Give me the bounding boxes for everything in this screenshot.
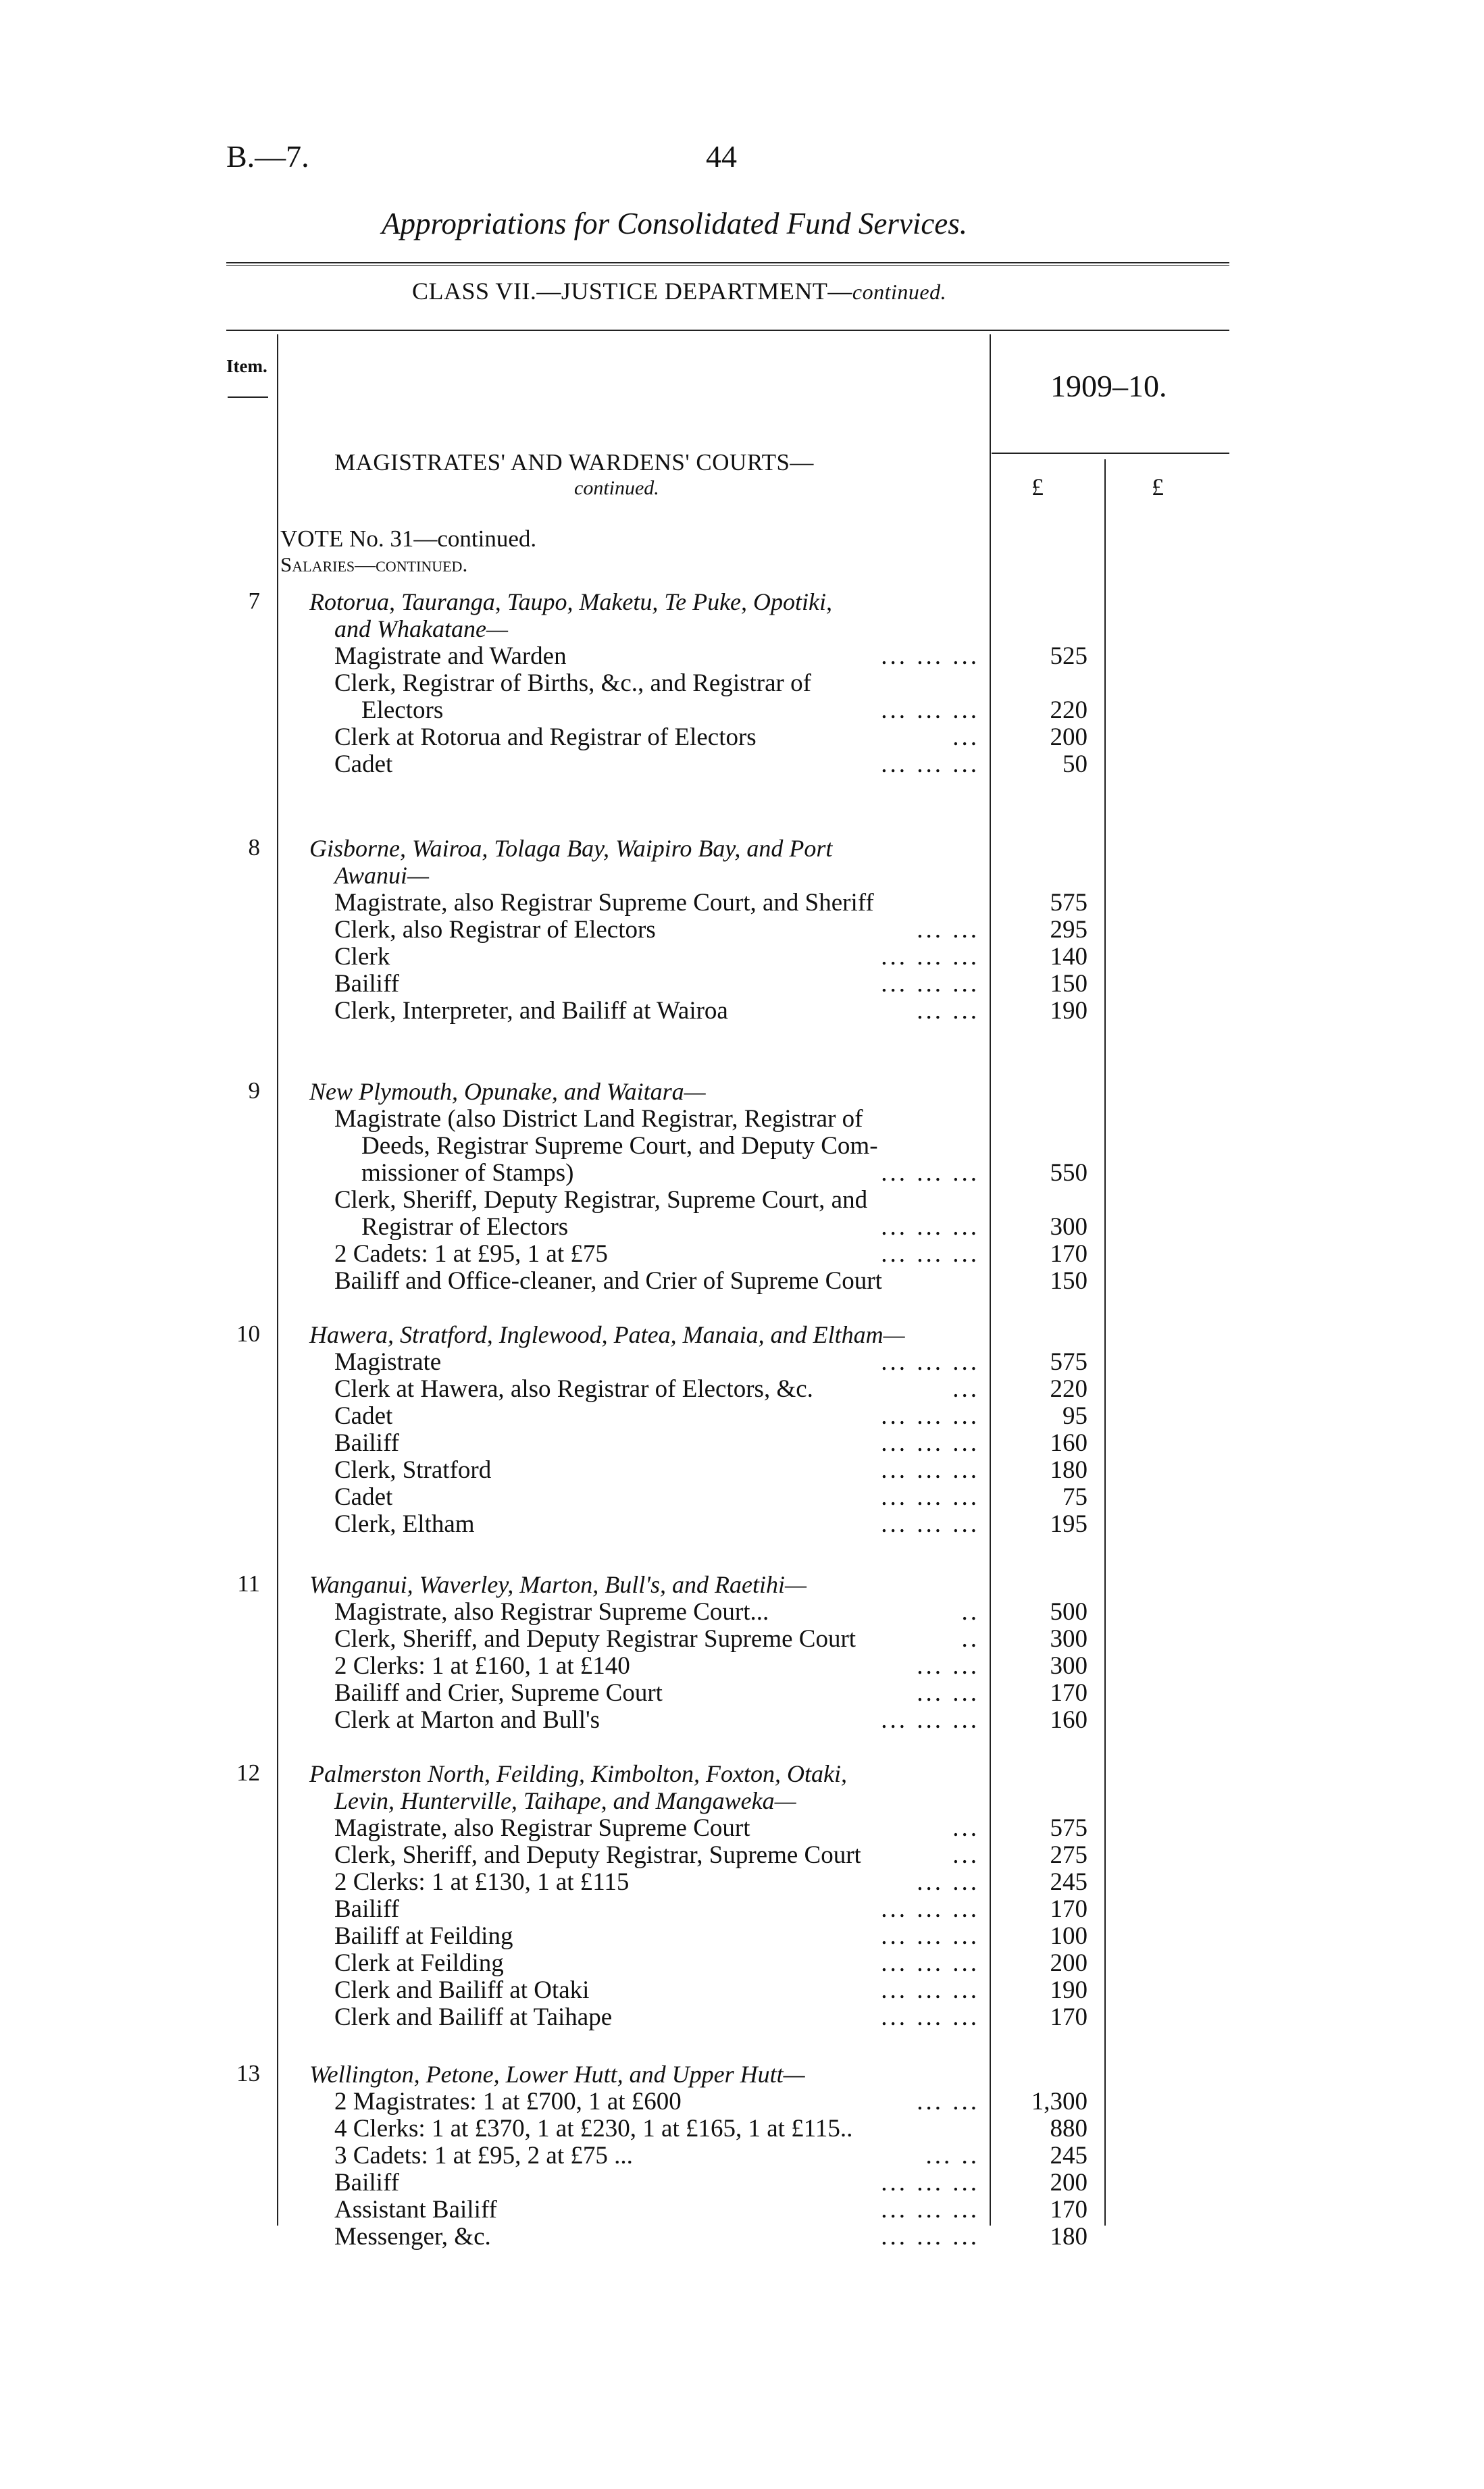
class-title-main: CLASS VII.—JUSTICE DEPARTMENT— xyxy=(412,278,852,305)
class-title xyxy=(412,277,946,305)
row-amount: 150 xyxy=(1050,1267,1088,1295)
section-subtitle: continued. xyxy=(574,477,659,499)
row-label: 4 Clerks: 1 at £370, 1 at £230, 1 at £165, 1 at £115.. xyxy=(334,2115,853,2142)
row-amount: 190 xyxy=(1050,1976,1088,2004)
row-label: Clerk, Interpreter, and Bailiff at Wairoa xyxy=(334,997,728,1025)
row-amount: 160 xyxy=(1050,1706,1088,1734)
row-label: Bailiff xyxy=(334,1429,399,1457)
leader-dots: ... ... xyxy=(917,916,979,944)
row-amount: 200 xyxy=(1050,1949,1088,1977)
leader-dots: ... ... ... xyxy=(881,2196,979,2224)
item-number: 8 xyxy=(248,834,260,861)
row-label: Magistrate xyxy=(334,1348,442,1376)
year-rule xyxy=(992,453,1229,454)
row-label: 2 Cadets: 1 at £95, 1 at £75 xyxy=(334,1240,608,1268)
row-amount: 1,300 xyxy=(1031,2088,1088,2115)
row-amount: 195 xyxy=(1050,1510,1088,1538)
row-amount: 525 xyxy=(1050,642,1088,670)
row-amount: 170 xyxy=(1050,2003,1088,2031)
item-number: 7 xyxy=(248,588,260,614)
row-label: Deeds, Registrar Supreme Court, and Deputy Com- xyxy=(361,1132,878,1160)
table-rule-top xyxy=(226,330,1229,331)
row-label: missioner of Stamps) xyxy=(361,1159,574,1187)
year-header: 1909–10. xyxy=(1050,369,1167,403)
row-amount: 170 xyxy=(1050,1240,1088,1268)
row-label: Clerk, Eltham xyxy=(334,1510,475,1538)
row-label: Cadet xyxy=(334,750,393,778)
page-title: Appropriations for Consolidated Fund Services. xyxy=(382,207,968,240)
row-label: Clerk at Rotorua and Registrar of Electors xyxy=(334,723,757,751)
row-label: Bailiff and Crier, Supreme Court xyxy=(334,1679,663,1707)
leader-dots: ... ... ... xyxy=(881,1922,979,1950)
leader-dots: ... ... ... xyxy=(881,1510,979,1538)
leader-dots: ... ... ... xyxy=(881,2169,979,2197)
group-heading: Awanui— xyxy=(334,862,430,889)
leader-dots: ... ... ... xyxy=(881,1949,979,1977)
row-amount: 160 xyxy=(1050,1429,1088,1457)
row-amount: 190 xyxy=(1050,997,1088,1025)
leader-dots: ... ... ... xyxy=(881,1213,979,1241)
group-heading: Wellington, Petone, Lower Hutt, and Upper Hutt— xyxy=(309,2061,805,2088)
leader-dots: ... ... xyxy=(917,1679,979,1707)
row-amount: 140 xyxy=(1050,943,1088,971)
row-label: Cadet xyxy=(334,1483,393,1511)
leader-dots: ... ... ... xyxy=(881,750,979,778)
leader-dots: ... xyxy=(952,1375,979,1403)
leader-dots: ... ... ... xyxy=(881,943,979,971)
row-amount: 200 xyxy=(1050,723,1088,751)
row-label: Clerk xyxy=(334,943,390,971)
row-label: Clerk and Bailiff at Otaki xyxy=(334,1976,590,2004)
leader-dots: ... ... ... xyxy=(881,2223,979,2251)
row-label: Bailiff xyxy=(334,970,399,998)
row-amount: 75 xyxy=(1063,1483,1088,1511)
row-label: 2 Clerks: 1 at £160, 1 at £140 xyxy=(334,1652,630,1680)
group-heading: Rotorua, Tauranga, Taupo, Maketu, Te Puke, Opotiki, xyxy=(309,588,833,615)
row-label: Cadet xyxy=(334,1402,393,1430)
leader-dots: ... ... ... xyxy=(881,1483,979,1511)
item-header-rule xyxy=(228,396,268,398)
vote-label: VOTE No. 31—continued. xyxy=(280,525,537,552)
row-amount: 200 xyxy=(1050,2169,1088,2197)
leader-dots: ... ... ... xyxy=(881,1429,979,1457)
group-heading: Levin, Hunterville, Taihape, and Mangaweka— xyxy=(334,1787,796,1814)
leader-dots: ... ... ... xyxy=(881,1348,979,1376)
leader-dots: ... ... ... xyxy=(881,696,979,724)
document-code: B.—7. xyxy=(226,139,309,174)
leader-dots: .. xyxy=(961,1625,979,1653)
row-amount: 180 xyxy=(1050,1456,1088,1484)
class-title-cont: continued. xyxy=(852,280,947,304)
row-amount: 575 xyxy=(1050,889,1088,917)
row-amount: 300 xyxy=(1050,1652,1088,1680)
row-amount: 50 xyxy=(1063,750,1088,778)
pound-header-2: £ xyxy=(1152,473,1164,501)
leader-dots: ... xyxy=(952,723,979,751)
item-column-header: Item. xyxy=(226,356,267,376)
row-label: Magistrate (also District Land Registrar, Registrar of xyxy=(334,1105,863,1133)
item-number: 13 xyxy=(236,2060,260,2086)
row-label: 2 Clerks: 1 at £130, 1 at £115 xyxy=(334,1868,630,1896)
row-label: Clerk at Hawera, also Registrar of Electors, &c. xyxy=(334,1375,813,1403)
row-amount: 170 xyxy=(1050,1895,1088,1923)
leader-dots: ... ... ... xyxy=(881,1706,979,1734)
leader-dots: ... ... ... xyxy=(881,642,979,670)
leader-dots: ... xyxy=(952,1814,979,1842)
item-number: 9 xyxy=(248,1077,260,1104)
row-label: Clerk, Stratford xyxy=(334,1456,492,1484)
row-amount: 500 xyxy=(1050,1598,1088,1626)
row-label: Magistrate and Warden xyxy=(334,642,567,670)
row-amount: 575 xyxy=(1050,1348,1088,1376)
row-label: Clerk, Registrar of Births, &c., and Registrar of xyxy=(334,669,811,697)
item-number: 11 xyxy=(237,1570,260,1597)
row-amount: 275 xyxy=(1050,1841,1088,1869)
group-heading: New Plymouth, Opunake, and Waitara— xyxy=(309,1078,706,1105)
row-amount: 170 xyxy=(1050,2196,1088,2224)
leader-dots: ... ... ... xyxy=(881,970,979,998)
leader-dots: .. xyxy=(961,1598,979,1626)
row-label: Magistrate, also Registrar Supreme Court, and Sheriff xyxy=(334,889,874,917)
row-label: Clerk at Feilding xyxy=(334,1949,504,1977)
row-amount: 245 xyxy=(1050,2142,1088,2170)
row-label: Bailiff and Office-cleaner, and Crier of Supreme Court xyxy=(334,1267,882,1295)
item-number: 12 xyxy=(236,1760,260,1786)
row-label: Bailiff xyxy=(334,1895,399,1923)
row-label: Clerk, Sheriff, Deputy Registrar, Supreme Court, and xyxy=(334,1186,868,1214)
row-label: Clerk, also Registrar of Electors xyxy=(334,916,656,944)
group-heading: Wanganui, Waverley, Marton, Bull's, and Raetihi— xyxy=(309,1571,807,1598)
item-number: 10 xyxy=(236,1320,260,1347)
row-label: Magistrate, also Registrar Supreme Court xyxy=(334,1814,750,1842)
row-label: Clerk, Sheriff, and Deputy Registrar, Supreme Court xyxy=(334,1841,861,1869)
row-label: Clerk, Sheriff, and Deputy Registrar Supreme Court xyxy=(334,1625,856,1653)
header-rule-top xyxy=(226,262,1229,263)
leader-dots: ... ... ... xyxy=(881,1159,979,1187)
row-label: Clerk at Marton and Bull's xyxy=(334,1706,600,1734)
row-amount: 575 xyxy=(1050,1814,1088,1842)
salaries-label: Salaries—continued. xyxy=(280,553,468,576)
page-number: 44 xyxy=(706,139,737,174)
leader-dots: ... ... ... xyxy=(881,1456,979,1484)
leader-dots: ... ... ... xyxy=(881,1895,979,1923)
row-amount: 170 xyxy=(1050,1679,1088,1707)
leader-dots: ... .. xyxy=(925,2142,979,2170)
row-amount: 100 xyxy=(1050,1922,1088,1950)
item-column-line xyxy=(277,334,278,2226)
leader-dots: ... ... ... xyxy=(881,2003,979,2031)
amount-column-line-2 xyxy=(1104,459,1106,2226)
row-label: Clerk and Bailiff at Taihape xyxy=(334,2003,613,2031)
row-amount: 245 xyxy=(1050,1868,1088,1896)
row-amount: 150 xyxy=(1050,970,1088,998)
group-heading: Hawera, Stratford, Inglewood, Patea, Manaia, and Eltham— xyxy=(309,1321,905,1348)
row-amount: 295 xyxy=(1050,916,1088,944)
row-amount: 220 xyxy=(1050,1375,1088,1403)
row-label: 2 Magistrates: 1 at £700, 1 at £600 xyxy=(334,2088,682,2115)
row-label: Bailiff xyxy=(334,2169,399,2197)
row-amount: 180 xyxy=(1050,2223,1088,2251)
row-label: Assistant Bailiff xyxy=(334,2196,497,2224)
row-amount: 95 xyxy=(1063,1402,1088,1430)
leader-dots: ... ... ... xyxy=(881,1976,979,2004)
group-heading: and Whakatane— xyxy=(334,615,508,642)
leader-dots: ... xyxy=(952,1841,979,1869)
group-heading: Gisborne, Wairoa, Tolaga Bay, Waipiro Bay, and Port xyxy=(309,835,833,862)
row-label: 3 Cadets: 1 at £95, 2 at £75 ... xyxy=(334,2142,633,2170)
leader-dots: ... ... xyxy=(917,1652,979,1680)
row-label: Magistrate, also Registrar Supreme Court... xyxy=(334,1598,769,1626)
row-amount: 300 xyxy=(1050,1213,1088,1241)
row-label: Bailiff at Feilding xyxy=(334,1922,513,1950)
section-title: MAGISTRATES' AND WARDENS' COURTS— xyxy=(334,449,814,476)
leader-dots: ... ... xyxy=(917,1868,979,1896)
pound-header-1: £ xyxy=(1031,473,1044,501)
row-amount: 220 xyxy=(1050,696,1088,724)
row-label: Electors xyxy=(361,696,444,724)
header-rule-top-2 xyxy=(226,265,1229,266)
row-label: Messenger, &c. xyxy=(334,2223,491,2251)
row-amount: 880 xyxy=(1050,2115,1088,2142)
row-amount: 300 xyxy=(1050,1625,1088,1653)
leader-dots: ... ... ... xyxy=(881,1240,979,1268)
group-heading: Palmerston North, Feilding, Kimbolton, Foxton, Otaki, xyxy=(309,1760,847,1787)
leader-dots: ... ... xyxy=(917,2088,979,2115)
row-label: Registrar of Electors xyxy=(361,1213,569,1241)
leader-dots: ... ... xyxy=(917,997,979,1025)
leader-dots: ... ... ... xyxy=(881,1402,979,1430)
row-amount: 550 xyxy=(1050,1159,1088,1187)
